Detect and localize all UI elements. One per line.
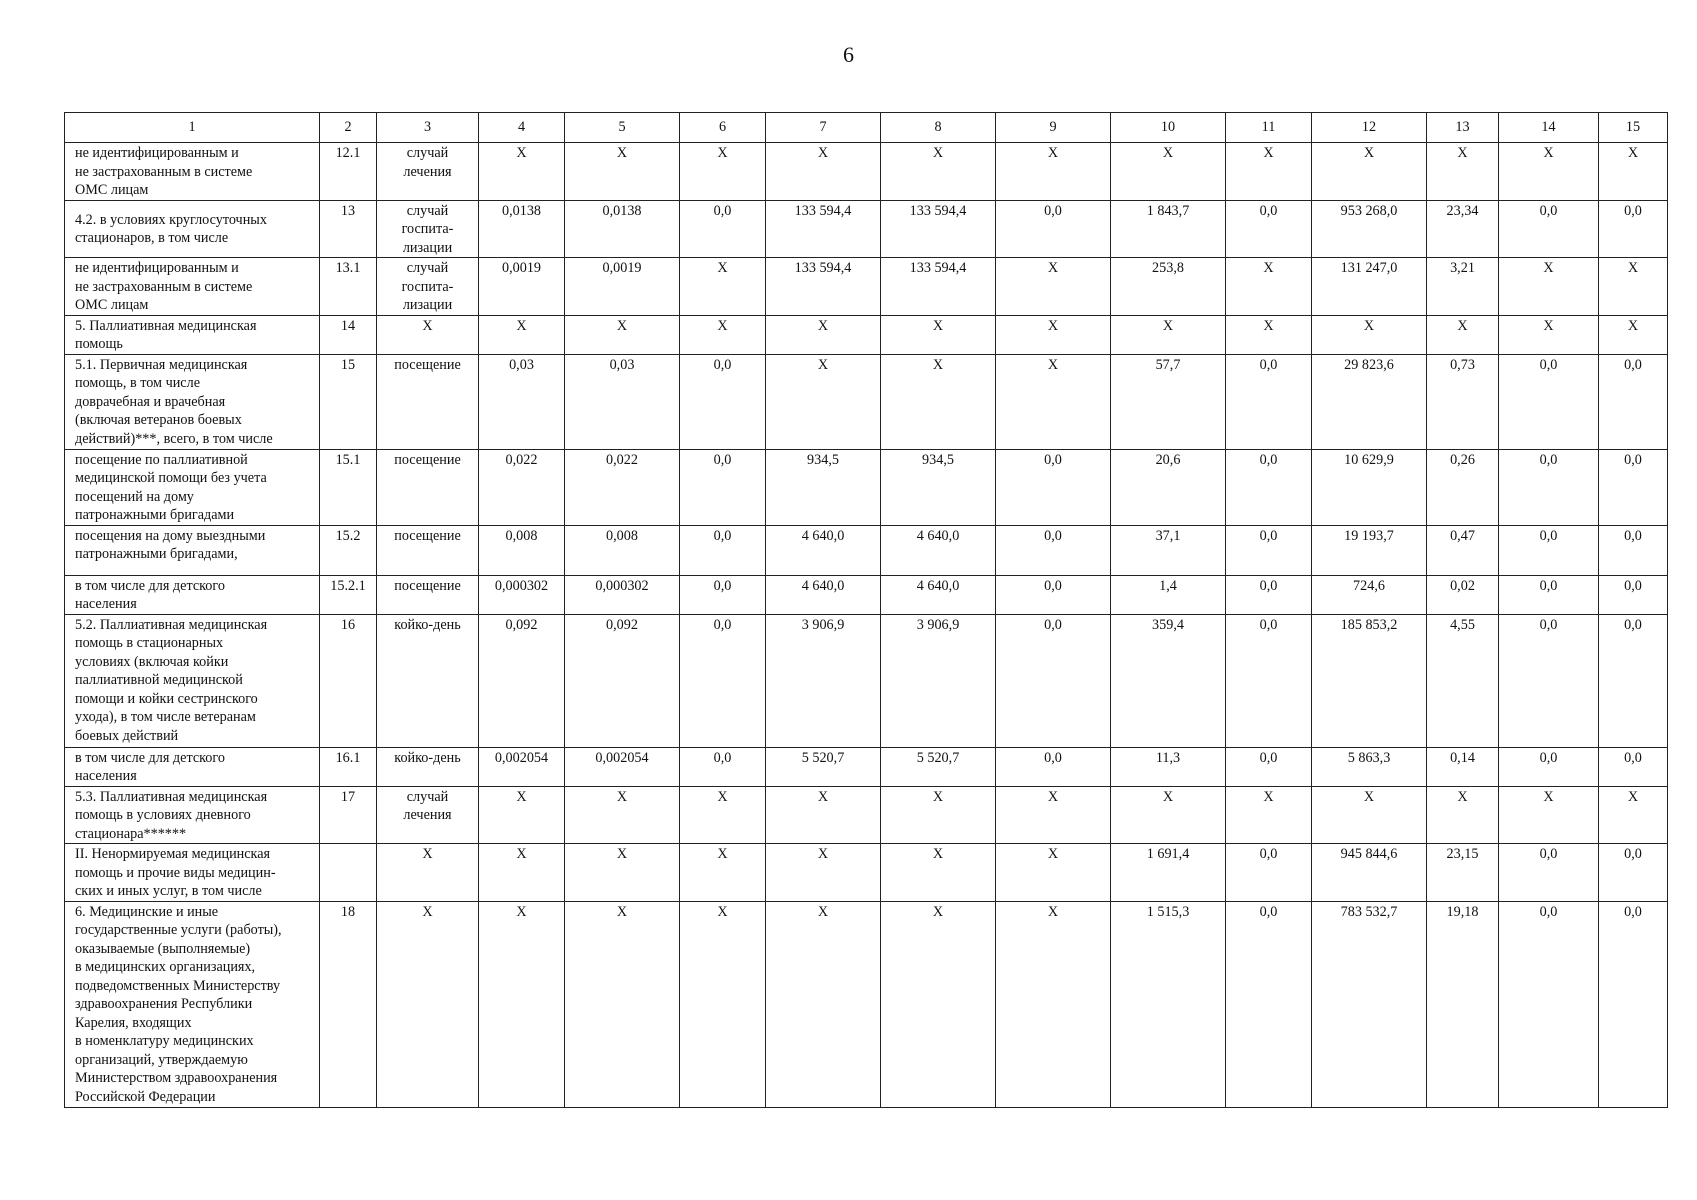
table-cell: X [680, 844, 766, 902]
table-cell: 15.1 [320, 449, 377, 525]
table-row [65, 786, 1668, 844]
table-cell: посещение [377, 525, 479, 575]
table-cell: X [881, 143, 996, 201]
table-cell: 945 844,6 [1312, 844, 1427, 902]
table-cell: 15 [320, 354, 377, 449]
row-label: посещение по паллиативной медицинской помощи без учета посещений на дому патронажными бригадами [65, 449, 320, 525]
table-row [65, 449, 1668, 525]
table-cell: 0,0 [996, 575, 1111, 614]
table-cell: 0,0 [996, 525, 1111, 575]
row-label: 4.2. в условиях круглосуточных стационаров, в том числе [65, 200, 320, 258]
table-cell: X [996, 354, 1111, 449]
table-cell: 133 594,4 [881, 200, 996, 258]
table-cell: X [881, 786, 996, 844]
table-cell: 0,0 [1499, 747, 1599, 786]
table-cell: койко-день [377, 614, 479, 747]
table-cell: 0,0 [1226, 901, 1312, 1107]
table-cell: 131 247,0 [1312, 258, 1427, 316]
table-row [65, 901, 1668, 1107]
column-number: 5 [565, 113, 680, 143]
table-cell: 0,0019 [565, 258, 680, 316]
table-cell: 0,0 [1599, 575, 1668, 614]
table-cell: 0,03 [479, 354, 565, 449]
table-cell: X [565, 786, 680, 844]
data-table [64, 112, 1668, 1108]
table-cell: 57,7 [1111, 354, 1226, 449]
table-cell: X [479, 844, 565, 902]
column-number: 14 [1499, 113, 1599, 143]
table-cell: 20,6 [1111, 449, 1226, 525]
column-number: 12 [1312, 113, 1427, 143]
table-cell: X [766, 354, 881, 449]
table-cell: X [1599, 143, 1668, 201]
table-cell: X [1499, 143, 1599, 201]
table-cell: случай лечения [377, 143, 479, 201]
table-cell: 0,03 [565, 354, 680, 449]
table-cell: 1 515,3 [1111, 901, 1226, 1107]
table-cell: 0,47 [1427, 525, 1499, 575]
table-cell: X [565, 844, 680, 902]
table-cell: 0,008 [479, 525, 565, 575]
table-cell: 4,55 [1427, 614, 1499, 747]
table-cell: X [1226, 786, 1312, 844]
table-cell: X [680, 315, 766, 354]
table-cell: 0,0 [680, 575, 766, 614]
table-cell: 0,0 [680, 614, 766, 747]
table-cell: 0,0 [1226, 575, 1312, 614]
table-cell: посещение [377, 354, 479, 449]
table-cell: 11,3 [1111, 747, 1226, 786]
table-cell: 0,022 [565, 449, 680, 525]
page-number: 6 [843, 42, 854, 67]
table-cell: 37,1 [1111, 525, 1226, 575]
row-label: 6. Медицинские и иные государственные услуги (работы), оказываемые (выполняемые) в медицинских организациях, подведомственных Министерству здравоохранения Республики Карелия, входящих в номенклатуру медицинских организаций, утверждаемую Министерством здравоохранения Российской Федерации [65, 901, 320, 1107]
table-cell: 0,0 [1599, 525, 1668, 575]
table-cell: 29 823,6 [1312, 354, 1427, 449]
table-row [65, 143, 1668, 201]
table-cell: 0,002054 [479, 747, 565, 786]
table-cell: X [377, 315, 479, 354]
table-cell: X [680, 143, 766, 201]
table-cell: X [1499, 258, 1599, 316]
table-cell: 0,0 [1499, 200, 1599, 258]
table-cell: 5 520,7 [766, 747, 881, 786]
table-cell: X [479, 143, 565, 201]
table-cell: 0,0 [1599, 200, 1668, 258]
table-cell: X [766, 143, 881, 201]
table-cell: 10 629,9 [1312, 449, 1427, 525]
header-row [65, 113, 1668, 143]
table-cell: 0,022 [479, 449, 565, 525]
table-cell: 0,0 [1599, 901, 1668, 1107]
row-label: 5.3. Паллиативная медицинская помощь в условиях дневного стационара****** [65, 786, 320, 844]
table-cell: 0,0019 [479, 258, 565, 316]
table-cell: 4 640,0 [881, 575, 996, 614]
table-cell: 1 691,4 [1111, 844, 1226, 902]
column-number: 13 [1427, 113, 1499, 143]
table-cell: 783 532,7 [1312, 901, 1427, 1107]
table-cell: X [1111, 315, 1226, 354]
table-cell: X [996, 315, 1111, 354]
table-cell: 359,4 [1111, 614, 1226, 747]
table-cell: 0,0 [1226, 747, 1312, 786]
table-row [65, 575, 1668, 614]
table-cell: 0,0 [1226, 200, 1312, 258]
table-cell: 0,0 [1499, 614, 1599, 747]
table-cell: X [881, 901, 996, 1107]
table-cell: 0,73 [1427, 354, 1499, 449]
table-cell: X [680, 258, 766, 316]
table-cell: 0,0138 [565, 200, 680, 258]
table-cell: 0,0 [1499, 901, 1599, 1107]
table-cell: 0,26 [1427, 449, 1499, 525]
table-cell: X [1427, 143, 1499, 201]
row-label: в том числе для детского населения [65, 575, 320, 614]
table-cell: 133 594,4 [766, 200, 881, 258]
table-cell: 0,0138 [479, 200, 565, 258]
table-cell: 0,0 [680, 525, 766, 575]
table-cell: X [1427, 786, 1499, 844]
column-number: 2 [320, 113, 377, 143]
table-cell: 0,0 [1226, 525, 1312, 575]
table-cell: X [1226, 258, 1312, 316]
table-row [65, 844, 1668, 902]
table-cell: 724,6 [1312, 575, 1427, 614]
table-cell: 0,0 [1499, 449, 1599, 525]
table-cell: 19,18 [1427, 901, 1499, 1107]
column-number: 4 [479, 113, 565, 143]
table-cell: 3 906,9 [881, 614, 996, 747]
table-cell: 0,000302 [479, 575, 565, 614]
table-cell: X [1312, 315, 1427, 354]
table-cell: X [766, 786, 881, 844]
table-cell: X [1499, 315, 1599, 354]
table-cell: 934,5 [881, 449, 996, 525]
table-row [65, 315, 1668, 354]
table-cell: X [1312, 143, 1427, 201]
table-cell: 0,0 [1599, 747, 1668, 786]
table-cell: X [1599, 315, 1668, 354]
table-cell: X [479, 786, 565, 844]
table-cell: 0,0 [1226, 449, 1312, 525]
table-cell: X [479, 315, 565, 354]
table-cell: 4 640,0 [881, 525, 996, 575]
table-cell: X [996, 258, 1111, 316]
column-number: 11 [1226, 113, 1312, 143]
table-cell: X [1111, 786, 1226, 844]
row-label: не идентифицированным и не застрахованным в системе ОМС лицам [65, 143, 320, 201]
table-row [65, 747, 1668, 786]
table-cell: 0,0 [1499, 844, 1599, 902]
table-cell: X [377, 901, 479, 1107]
table-cell: 13 [320, 200, 377, 258]
table-cell: 0,0 [996, 200, 1111, 258]
table-cell: случай лечения [377, 786, 479, 844]
table-cell: X [996, 901, 1111, 1107]
table-cell: 0,0 [1226, 354, 1312, 449]
table-cell: 3 906,9 [766, 614, 881, 747]
table-cell: 0,14 [1427, 747, 1499, 786]
table-cell: 16.1 [320, 747, 377, 786]
table-cell: 0,0 [680, 747, 766, 786]
row-label: 5.2. Паллиативная медицинская помощь в стационарных условиях (включая койки паллиативной медицинской помощи и койки сестринского ухода), в том числе ветеранам боевых действий [65, 614, 320, 747]
table-cell: 1,4 [1111, 575, 1226, 614]
table-cell: X [996, 786, 1111, 844]
row-label: 5.1. Первичная медицинская помощь, в том числе доврачебная и врачебная (включая ветеранов боевых действий)***, всего, в том числе [65, 354, 320, 449]
column-number: 1 [65, 113, 320, 143]
table-row [65, 354, 1668, 449]
table-cell: 133 594,4 [881, 258, 996, 316]
table-cell: 0,0 [680, 449, 766, 525]
table-cell: 12.1 [320, 143, 377, 201]
table-cell: 3,21 [1427, 258, 1499, 316]
table-cell: 5 863,3 [1312, 747, 1427, 786]
table-cell: X [1226, 315, 1312, 354]
table-row [65, 258, 1668, 316]
table-cell: 0,092 [565, 614, 680, 747]
row-label: II. Ненормируемая медицинская помощь и прочие виды медицин- ских и иных услуг, в том числе [65, 844, 320, 902]
table-cell: 23,15 [1427, 844, 1499, 902]
table-cell: X [479, 901, 565, 1107]
table-cell: X [881, 315, 996, 354]
table-cell: посещение [377, 575, 479, 614]
table-row [65, 200, 1668, 258]
table-cell: X [766, 315, 881, 354]
column-number: 6 [680, 113, 766, 143]
table-cell: 253,8 [1111, 258, 1226, 316]
table-cell: 953 268,0 [1312, 200, 1427, 258]
table-cell: посещение [377, 449, 479, 525]
table-cell: 0,0 [1226, 614, 1312, 747]
table-cell: 0,0 [1599, 354, 1668, 449]
row-label: 5. Паллиативная медицинская помощь [65, 315, 320, 354]
table-cell: X [1599, 258, 1668, 316]
table-cell: 0,000302 [565, 575, 680, 614]
table-cell: X [565, 315, 680, 354]
table-cell: 185 853,2 [1312, 614, 1427, 747]
table-cell: 15.2.1 [320, 575, 377, 614]
table-row [65, 614, 1668, 747]
table-cell: 0,008 [565, 525, 680, 575]
table-cell: X [996, 844, 1111, 902]
table-cell: X [1499, 786, 1599, 844]
table-cell: 23,34 [1427, 200, 1499, 258]
table-cell: 133 594,4 [766, 258, 881, 316]
row-label: не идентифицированным и не застрахованным в системе ОМС лицам [65, 258, 320, 316]
column-number: 3 [377, 113, 479, 143]
table-cell: X [1427, 315, 1499, 354]
table-cell: 0,02 [1427, 575, 1499, 614]
column-number: 15 [1599, 113, 1668, 143]
table-cell: 0,0 [996, 449, 1111, 525]
table-cell: 934,5 [766, 449, 881, 525]
table-row [65, 525, 1668, 575]
table-cell: 4 640,0 [766, 525, 881, 575]
table-cell: 5 520,7 [881, 747, 996, 786]
table-cell: X [996, 143, 1111, 201]
table-cell: 0,0 [1499, 525, 1599, 575]
table-cell: 0,0 [1599, 844, 1668, 902]
table-cell: X [881, 354, 996, 449]
table-cell: 0,0 [1599, 449, 1668, 525]
table-cell: 13.1 [320, 258, 377, 316]
table-cell: 0,0 [996, 614, 1111, 747]
column-number: 9 [996, 113, 1111, 143]
table-cell: X [680, 901, 766, 1107]
table-cell: 15.2 [320, 525, 377, 575]
table-cell: 0,0 [680, 354, 766, 449]
table-cell: X [881, 844, 996, 902]
table-cell: X [680, 786, 766, 844]
table-cell: 17 [320, 786, 377, 844]
table-cell: X [1111, 143, 1226, 201]
table-cell: X [377, 844, 479, 902]
table-cell: 14 [320, 315, 377, 354]
table-cell: X [1226, 143, 1312, 201]
table-cell: 0,0 [1499, 575, 1599, 614]
table-cell: случай госпита- лизации [377, 200, 479, 258]
table-cell: X [766, 844, 881, 902]
table-cell: 0,002054 [565, 747, 680, 786]
row-label: посещения на дому выездными патронажными бригадами, [65, 525, 320, 575]
table-cell: 0,0 [996, 747, 1111, 786]
table-cell: 19 193,7 [1312, 525, 1427, 575]
table-cell: 16 [320, 614, 377, 747]
table-cell: 0,0 [1499, 354, 1599, 449]
table-cell [320, 844, 377, 902]
table-cell: случай госпита- лизации [377, 258, 479, 316]
column-number: 8 [881, 113, 996, 143]
table-cell: 0,0 [1599, 614, 1668, 747]
table-cell: 0,092 [479, 614, 565, 747]
table-cell: койко-день [377, 747, 479, 786]
table-cell: X [565, 901, 680, 1107]
table-cell: X [1599, 786, 1668, 844]
table-cell: 0,0 [680, 200, 766, 258]
row-label: в том числе для детского населения [65, 747, 320, 786]
table-cell: X [766, 901, 881, 1107]
table-cell: 1 843,7 [1111, 200, 1226, 258]
table-cell: 4 640,0 [766, 575, 881, 614]
column-number: 10 [1111, 113, 1226, 143]
column-number: 7 [766, 113, 881, 143]
table-cell: 18 [320, 901, 377, 1107]
table-cell: 0,0 [1226, 844, 1312, 902]
table-cell: X [1312, 786, 1427, 844]
table-cell: X [565, 143, 680, 201]
